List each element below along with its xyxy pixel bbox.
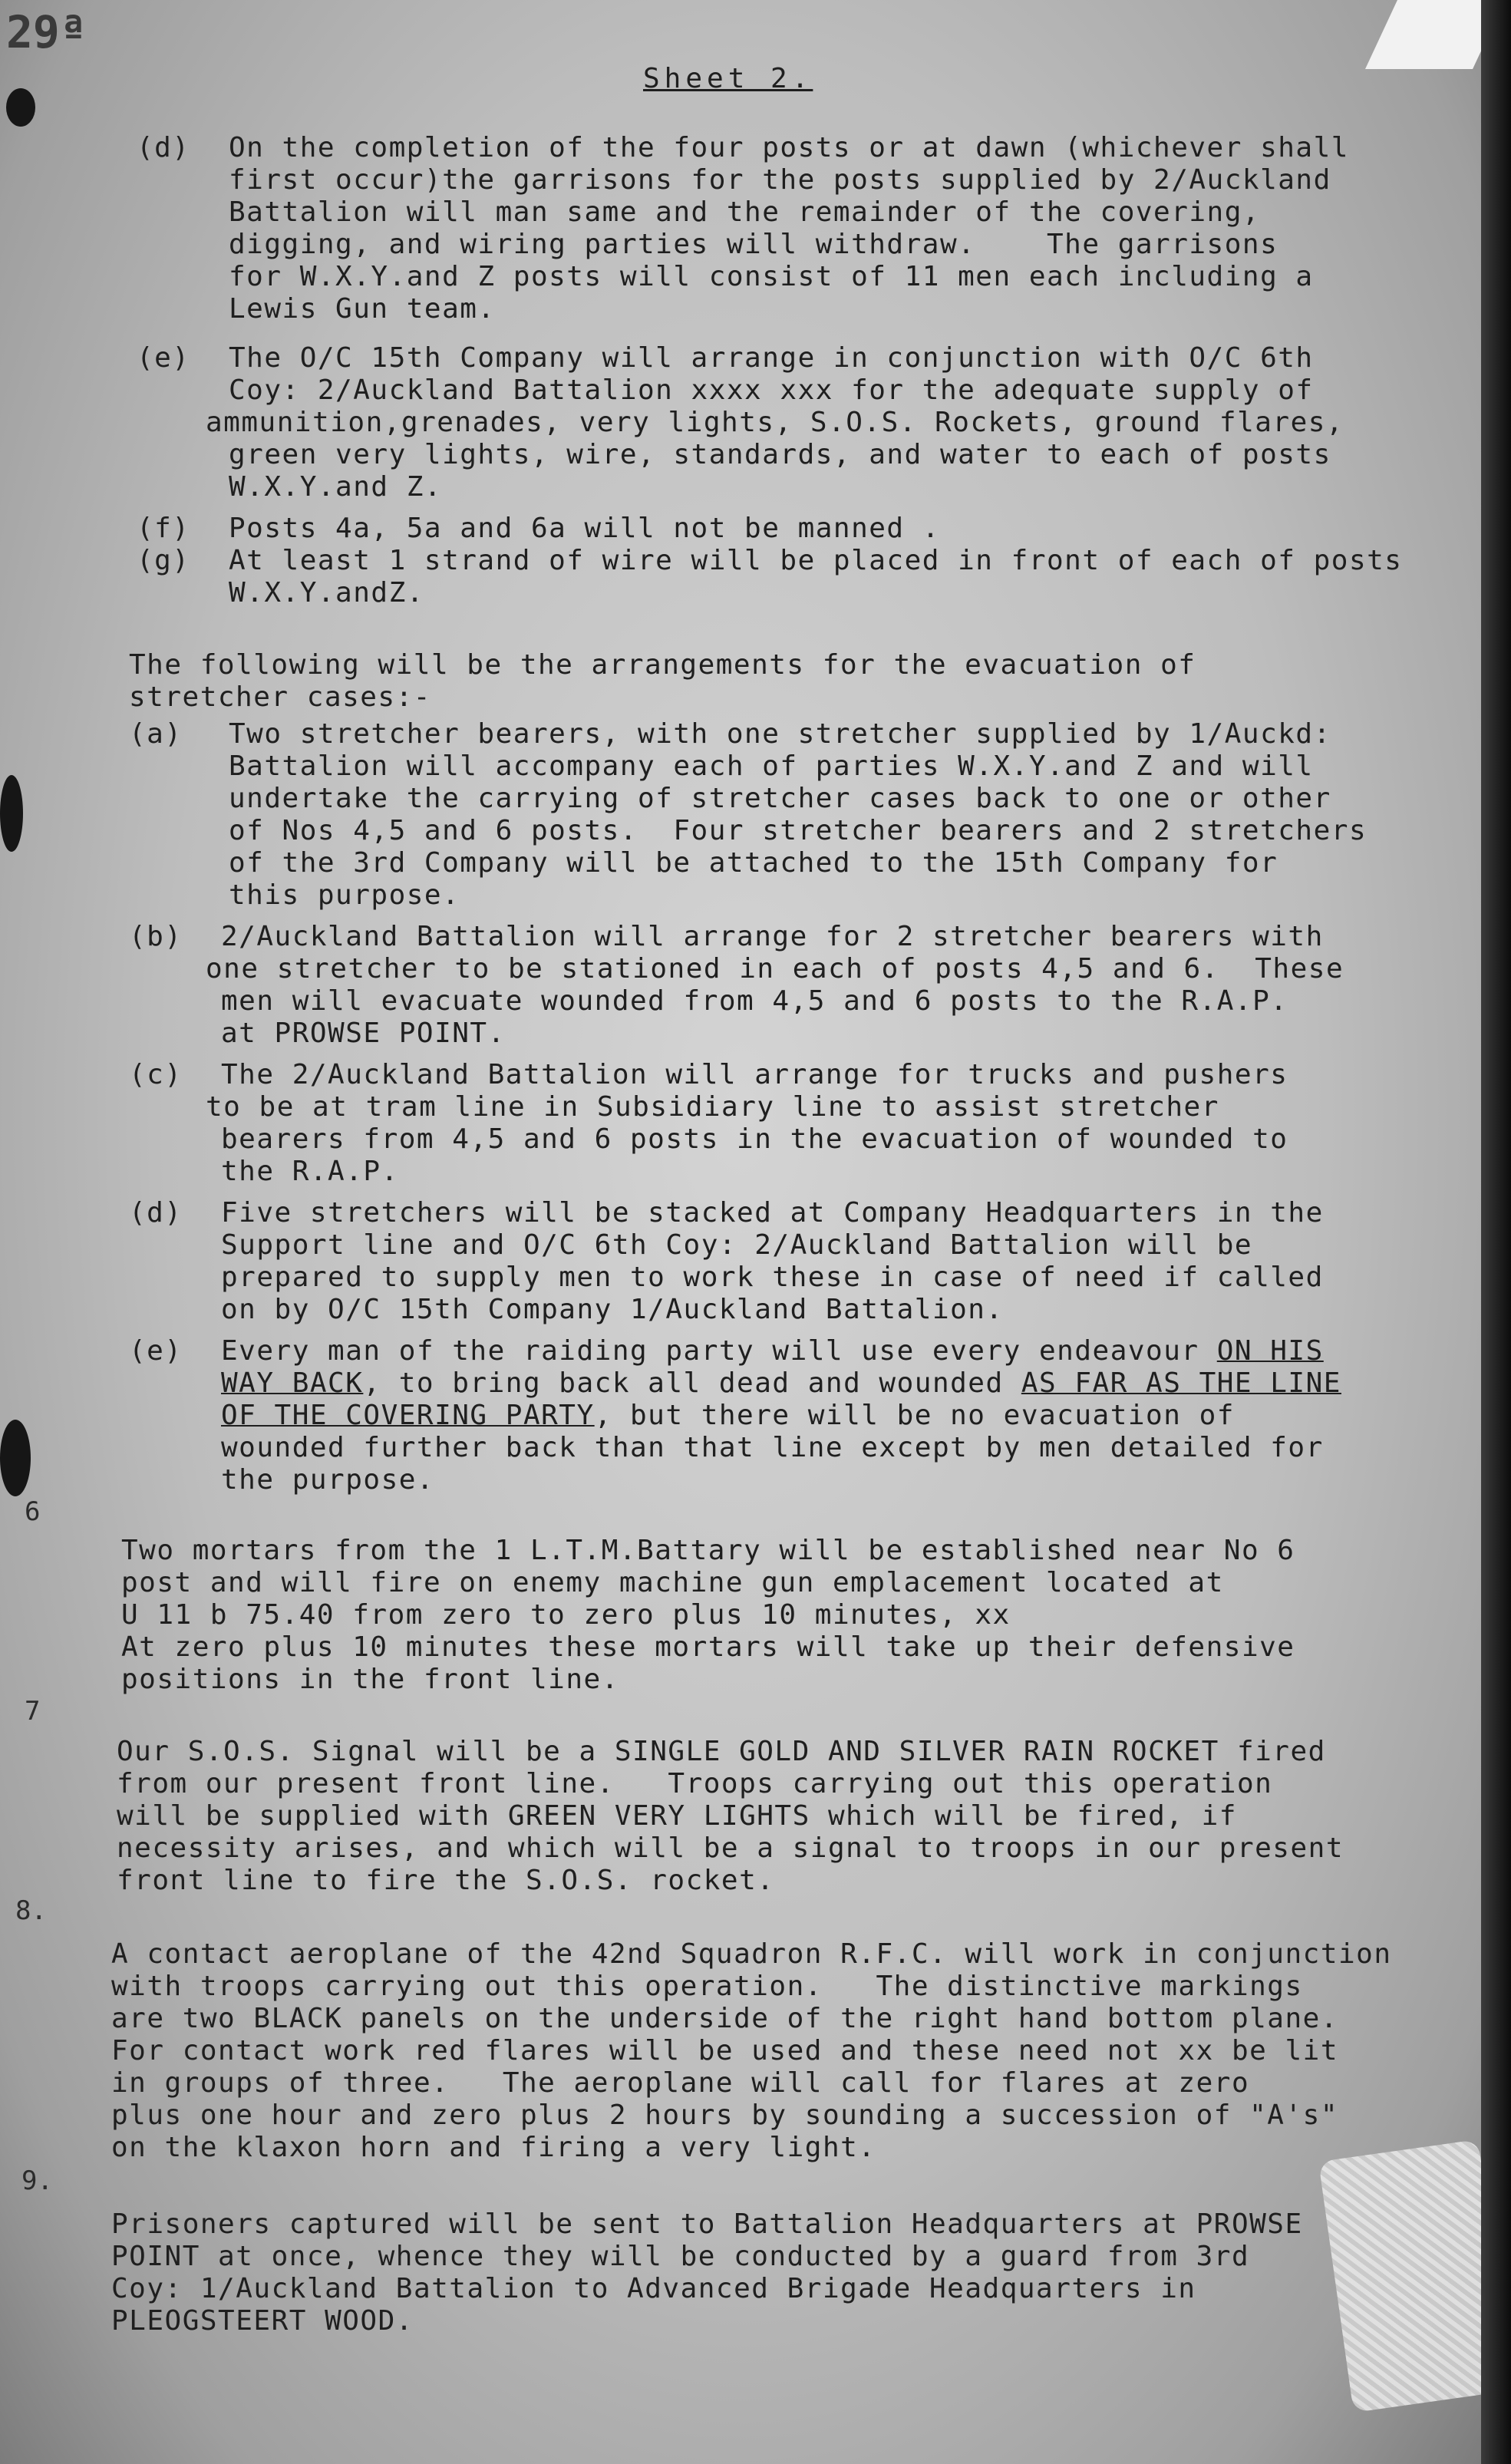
text-line: one stretcher to be stationed in each of posts 4,5 and 6. These bbox=[206, 953, 1344, 985]
para-label: (a) bbox=[129, 718, 183, 750]
text-line: ammunition,grenades, very lights, S.O.S. Rockets, ground flares, bbox=[206, 407, 1344, 438]
para-label: (g) bbox=[137, 545, 190, 576]
text-line: with troops carrying out this operation. The distinctive markings bbox=[111, 1971, 1303, 2002]
text-line: the R.A.P. bbox=[221, 1156, 399, 1187]
text-line: Support line and O/C 6th Coy: 2/Auckland Battalion will be bbox=[221, 1229, 1253, 1261]
paragraph-number: 6 bbox=[25, 1496, 41, 1527]
underlined-text: AS FAR AS THE LINE bbox=[1021, 1367, 1341, 1399]
text-line: post and will fire on enemy machine gun emplacement located at bbox=[121, 1567, 1224, 1598]
tape-strip bbox=[1318, 2139, 1481, 2413]
text-line: necessity arises, and which will be a signal to troops in our present bbox=[117, 1832, 1344, 1864]
text-line: for W.X.Y.and Z posts will consist of 11 men each including a bbox=[229, 261, 1314, 292]
text-run: , but there will be no evacuation of bbox=[594, 1400, 1235, 1431]
text-line: On the completion of the four posts or at dawn (whichever shall bbox=[229, 132, 1349, 163]
sheet-title: Sheet 2. bbox=[643, 63, 813, 94]
text-line: plus one hour and zero plus 2 hours by sounding a succession of "A's" bbox=[111, 2100, 1338, 2131]
text-line: For contact work red flares will be used and these need not xx be lit bbox=[111, 2035, 1338, 2067]
para-label: (d) bbox=[137, 132, 190, 163]
text-line: wounded further back than that line except by men detailed for bbox=[221, 1432, 1324, 1463]
text-run: Every man of the raiding party will use every endeavour bbox=[221, 1335, 1217, 1367]
para-label: (e) bbox=[137, 342, 190, 374]
text-line bbox=[221, 1400, 1235, 1432]
text-line: on by O/C 15th Company 1/Auckland Battalion. bbox=[221, 1294, 1004, 1325]
binder-hole bbox=[6, 88, 35, 127]
text-line: men will evacuate wounded from 4,5 and 6 posts to the R.A.P. bbox=[221, 985, 1288, 1017]
text-line: green very lights, wire, standards, and water to each of posts bbox=[229, 439, 1331, 470]
text-line: W.X.Y.andZ. bbox=[229, 577, 424, 609]
page-edge-shadow bbox=[1481, 0, 1511, 2464]
text-line: to be at tram line in Subsidiary line to assist stretcher bbox=[206, 1091, 1219, 1123]
text-line: Coy: 2/Auckland Battalion xxxx xxx for the adequate supply of bbox=[229, 374, 1314, 406]
text-line: Lewis Gun team. bbox=[229, 293, 496, 325]
para-label: (c) bbox=[129, 1059, 183, 1090]
text-line: first occur)the garrisons for the posts supplied by 2/Auckland bbox=[229, 164, 1331, 196]
text-line bbox=[221, 1367, 1341, 1400]
text-line: 2/Auckland Battalion will arrange for 2 stretcher bearers with bbox=[221, 921, 1324, 952]
text-line: front line to fire the S.O.S. rocket. bbox=[117, 1865, 775, 1896]
text-line: Coy: 1/Auckland Battalion to Advanced Brigade Headquarters in bbox=[111, 2273, 1196, 2304]
text-line: At least 1 strand of wire will be placed in front of each of posts bbox=[229, 545, 1403, 576]
text-line: at PROWSE POINT. bbox=[221, 1018, 506, 1049]
text-line: are two BLACK panels on the underside of the right hand bottom plane. bbox=[111, 2003, 1338, 2034]
text-line bbox=[221, 1335, 1324, 1367]
text-line: POINT at once, whence they will be conducted by a guard from 3rd bbox=[111, 2241, 1250, 2272]
text-line: from our present front line. Troops carrying out this operation bbox=[117, 1768, 1273, 1799]
paragraph-number: 8. bbox=[15, 1895, 47, 1926]
paragraph-number: 9. bbox=[21, 2165, 53, 2196]
text-line: Our S.O.S. Signal will be a SINGLE GOLD AND SILVER RAIN ROCKET fired bbox=[117, 1736, 1326, 1767]
underlined-text: WAY BACK bbox=[221, 1367, 364, 1399]
underlined-text: ON HIS bbox=[1216, 1335, 1324, 1367]
text-run: , to bring back all dead and wounded bbox=[363, 1367, 1021, 1399]
binder-hole bbox=[0, 775, 23, 852]
text-line: The following will be the arrangements for the evacuation of bbox=[129, 649, 1196, 681]
text-line: digging, and wiring parties will withdraw. The garrisons bbox=[229, 229, 1278, 260]
text-line: Battalion will accompany each of parties W.X.Y.and Z and will bbox=[229, 750, 1314, 782]
underlined-text: OF THE COVERING PARTY bbox=[221, 1400, 595, 1431]
text-line: PLEOGSTEERT WOOD. bbox=[111, 2305, 414, 2337]
text-line: A contact aeroplane of the 42nd Squadron R.F.C. will work in conjunction bbox=[111, 1938, 1392, 1970]
text-line: will be supplied with GREEN VERY LIGHTS which will be fired, if bbox=[117, 1800, 1237, 1832]
text-line: Posts 4a, 5a and 6a will not be manned . bbox=[229, 513, 940, 544]
text-line: in groups of three. The aeroplane will call for flares at zero bbox=[111, 2067, 1250, 2099]
text-line: The O/C 15th Company will arrange in conjunction with O/C 6th bbox=[229, 342, 1314, 374]
folded-corner bbox=[1365, 0, 1481, 69]
text-line: Battalion will man same and the remainder of the covering, bbox=[229, 196, 1261, 228]
binder-hole bbox=[0, 1420, 31, 1496]
text-line: this purpose. bbox=[229, 879, 460, 911]
text-line: U 11 b 75.40 from zero to zero plus 10 minutes, xx bbox=[121, 1599, 1011, 1631]
paragraph-number: 7 bbox=[25, 1696, 41, 1727]
text-line: Five stretchers will be stacked at Company Headquarters in the bbox=[221, 1197, 1324, 1229]
text-line: positions in the front line. bbox=[121, 1664, 619, 1695]
text-line: The 2/Auckland Battalion will arrange for trucks and pushers bbox=[221, 1059, 1288, 1090]
para-label: (b) bbox=[129, 921, 183, 952]
text-line: bearers from 4,5 and 6 posts in the evacuation of wounded to bbox=[221, 1123, 1288, 1155]
text-line: of Nos 4,5 and 6 posts. Four stretcher bearers and 2 stretchers bbox=[229, 815, 1367, 846]
corner-mark: 29ª bbox=[6, 6, 87, 58]
text-line: Two stretcher bearers, with one stretcher supplied by 1/Auckd: bbox=[229, 718, 1331, 750]
para-label: (e) bbox=[129, 1335, 183, 1367]
text-line: Prisoners captured will be sent to Battalion Headquarters at PROWSE bbox=[111, 2208, 1303, 2240]
text-line: prepared to supply men to work these in case of need if called bbox=[221, 1262, 1324, 1293]
text-line: undertake the carrying of stretcher cases back to one or other bbox=[229, 783, 1331, 814]
text-line: Two mortars from the 1 L.T.M.Battary will be established near No 6 bbox=[121, 1535, 1295, 1566]
text-line: the purpose. bbox=[221, 1464, 435, 1496]
text-line: W.X.Y.and Z. bbox=[229, 471, 443, 503]
para-label: (f) bbox=[137, 513, 190, 544]
para-label: (d) bbox=[129, 1197, 183, 1229]
text-line: of the 3rd Company will be attached to the 15th Company for bbox=[229, 847, 1278, 879]
text-line: At zero plus 10 minutes these mortars will take up their defensive bbox=[121, 1631, 1295, 1663]
text-line: on the klaxon horn and firing a very light. bbox=[111, 2132, 876, 2163]
text-line: stretcher cases:- bbox=[129, 681, 431, 713]
